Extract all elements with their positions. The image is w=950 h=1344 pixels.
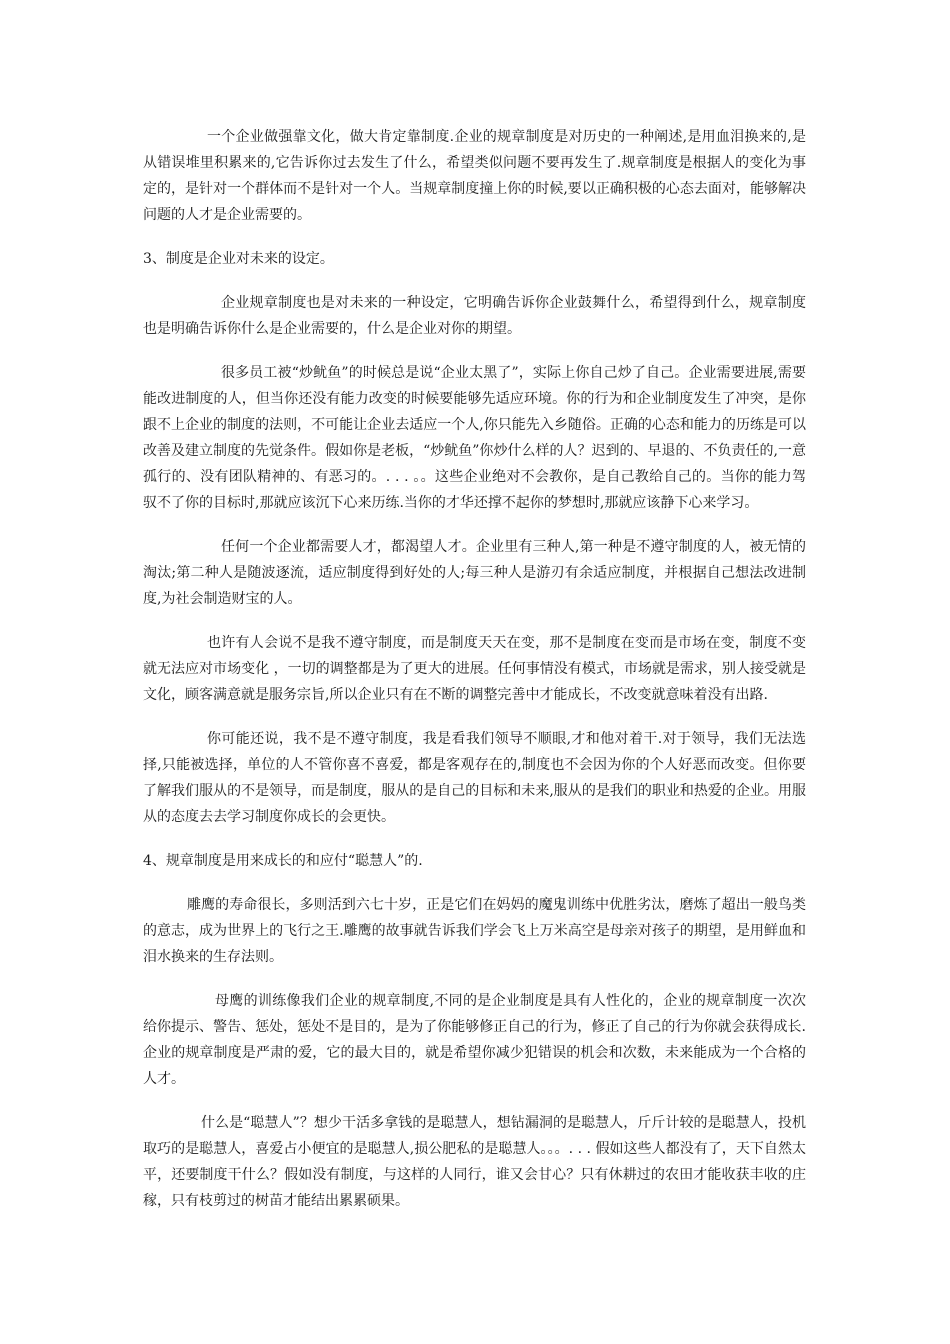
paragraph-11: 什么是“聪慧人”？想少干活多拿钱的是聪慧人，想钻漏洞的是聪慧人，斤斤计较的是聪慧人，投机取巧的是聪慧人，喜爱占小便宜的是聪慧人,损公肥私的是聪慧人。。。. . . 假如这些人都没有了，天下自然太平，还要制度干什么？假如没有制度，与这样的人同行，谁又会甘心？只有休耕过的农田才能收获丰收的庄稼，只有枝剪过的树苗才能结出累累硕果。	[143, 1115, 806, 1209]
section-heading-4: 4、规章制度是用来成长的和应付“聪慧人”的.	[143, 853, 423, 869]
paragraph-1: 一个企业做强靠文化，做大肯定靠制度.企业的规章制度是对历史的一种阐述,是用血泪换来的,是从错误堆里积累来的,它告诉你过去发生了什么，希望类似问题不要再发生了.规章制度是根据人的变化为事定的，是针对一个群体而不是针对一个人。当规章制度撞上你的时候,要以正确积极的心态去面对，能够解决问题的人才是企业需要的。	[143, 129, 806, 223]
paragraph-10: 母鹰的训练像我们企业的规章制度,不同的是企业制度是具有人性化的，企业的规章制度一次次给你提示、警告、惩处，惩处不是目的，是为了你能够修正自己的行为，修正了自己的行为你就会获得成长.企业的规章制度是严肃的爱，它的最大目的，就是希望你减少犯错误的机会和次数，未来能成为一个合格的人才。	[143, 993, 806, 1087]
paragraph-9: 雕鹰的寿命很长，多则活到六七十岁，正是它们在妈妈的魔鬼训练中优胜劣汰，磨炼了超出一般鸟类的意志，成为世界上的飞行之王.雕鹰的故事就告诉我们学会飞上万米高空是母亲对孩子的期望，是用鲜血和泪水换来的生存法则。	[143, 897, 806, 965]
paragraph-6: 也许有人会说不是我不遵守制度，而是制度天天在变，那不是制度在变而是市场在变，制度不变就无法应对市场变化 ，一切的调整都是为了更大的进展。任何事情没有模式，市场就是需求，别人接受就是文化，顾客满意就是服务宗旨,所以企业只有在不断的调整完善中才能成长，不改变就意味着没有出路.	[143, 635, 806, 703]
paragraph-3: 企业规章制度也是对未来的一种设定，它明确告诉你企业鼓舞什么，希望得到什么，规章制度也是明确告诉你什么是企业需要的，什么是企业对你的期望。	[143, 295, 806, 337]
paragraph-4: 很多员工被“炒鱿鱼”的时候总是说“企业太黑了”，实际上你自己炒了自己。企业需要进展,需要能改进制度的人，但当你还没有能力改变的时候要能够先适应环境。你的行为和企业制度发生了冲突，是你跟不上企业的制度的法则，不可能让企业去适应一个人,你只能先入乡随俗。正确的心态和能力的历练是可以改善及建立制度的先觉条件。假如你是老板，“炒鱿鱼”你炒什么样的人？迟到的、早退的、不负责任的,一意孤行的、没有团队精神的、有恶习的。. . . 。。这些企业绝对不会教你，是自己教给自己的。当你的能力驾驭不了你的目标时,那就应该沉下心来历练.当你的才华还撑不起你的梦想时,那就应该静下心来学习。	[143, 365, 806, 511]
document-body	[143, 124, 806, 1232]
paragraph-7: 你可能还说，我不是不遵守制度，我是看我们领导不顺眼,才和他对着干.对于领导，我们无法选择,只能被选择，单位的人不管你喜不喜爱，都是客观存在的,制度也不会因为你的个人好恶而改变。但你要了解我们服从的不是领导，而是制度，服从的是自己的目标和未来,服从的是我们的职业和热爱的企业。用服从的态度去去学习制度你成长的会更快。	[143, 731, 806, 825]
section-heading-3: 3、制度是企业对未来的设定。	[143, 251, 334, 267]
paragraph-5: 任何一个企业都需要人才，都渴望人才。企业里有三种人,第一种是不遵守制度的人，被无情的淘汰;第二种人是随波逐流，适应制度得到好处的人;每三种人是游刃有余适应制度，并根据自己想法改进制度,为社会制造财宝的人。	[143, 539, 806, 607]
